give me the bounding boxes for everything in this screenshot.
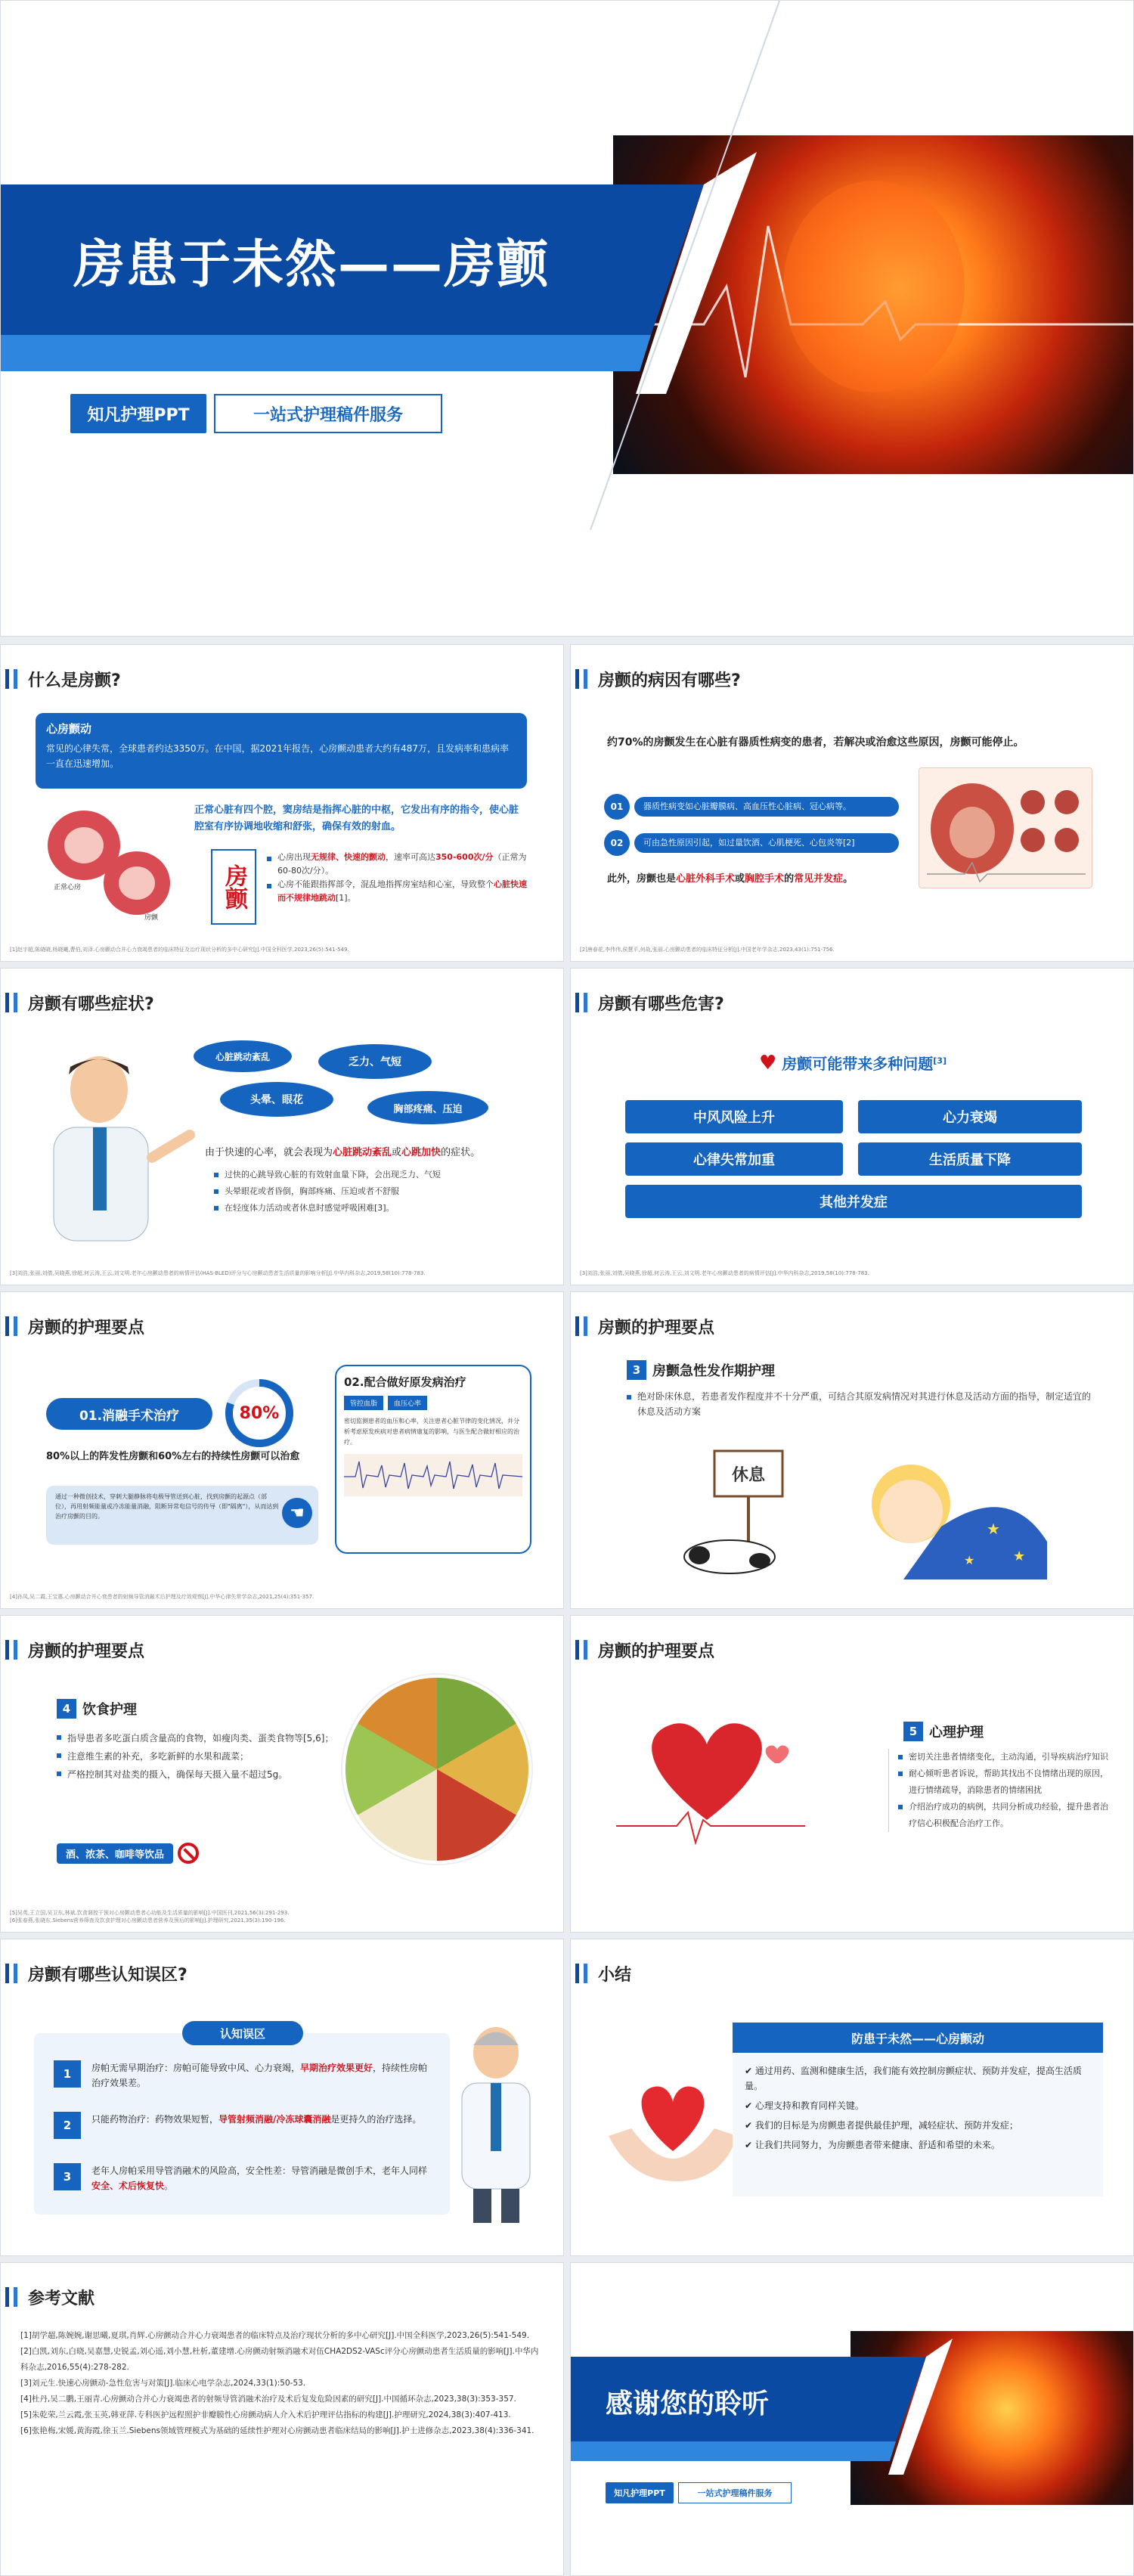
ablation-desc-box: 通过一种微创技术，穿刺大腿静脉将电极导管送到心脏，找到房颤的起源点（部位），再用射频能量或冷冻能量消融，阻断异常电信号的传导（即"隔离"），从而达到治疗房颤的目的。 ☚ xyxy=(46,1486,318,1545)
slide-title: 参考文献 xyxy=(28,2289,95,2308)
summary-banner: 防患于未然——心房颤动 xyxy=(733,2023,1103,2053)
slide-title: 什么是房颤? xyxy=(28,671,121,690)
hand-icon: ☚ xyxy=(282,1498,312,1528)
reference-note: [1]赵宇超,陈晓晓,杨晓曦,曹伯,刘泽.心房颤动合并心力衰竭患者的临床特征及治疗现状分析的多中心研究[J].中国全科医学,2023,26(5):541-549. xyxy=(10,947,349,953)
causes-lead: 约70%的房颤发生在心脏有器质性病变的患者，若解决或治愈这些原因，房颤可能停止。 xyxy=(607,736,1024,749)
reference-note-2: [6]张春燕,张晓东.Siebens营养筛查及饮食护理对心房颤动患者营养及预后的影响[J].护理研究,2021,35(3):190-196. xyxy=(10,1917,286,1923)
slide-misconceptions xyxy=(0,1939,564,2256)
harm-heart-failure: 心力衰竭 xyxy=(858,1100,1082,1133)
brand-tag: 知凡护理PPT xyxy=(606,2482,674,2503)
heart-diagram xyxy=(39,800,175,921)
acute-list xyxy=(627,1389,1095,1419)
cure-rate-text: 80%以上的阵发性房颤和60%左右的持续性房颤可以治愈 xyxy=(46,1451,300,1462)
cause-2 xyxy=(604,830,899,856)
slide-what-is-af xyxy=(0,644,564,962)
slide-summary xyxy=(570,1939,1134,2256)
heart-anatomy-image xyxy=(919,767,1092,888)
reference-item-6: [6]张艳梅,宋媛,黄海霞,徐玉兰.Siebens领域管理模式为基础的延续性护理对心房颤动患者临床结局的影响[J].护士进修杂志,2023,38(4):336-341. xyxy=(20,2426,534,2435)
af-desc-2: 心房不能跟指挥部令，混乱地指挥房室结和心室，导致整个心脏快速而不规律地跳动[1]。 xyxy=(267,878,528,905)
service-tag: 一站式护理稿件服务 xyxy=(214,394,442,433)
misconception-2: 2 只能药物治疗：药物效果短暂，导管射频消融/冷冻球囊消融是更持久的治疗选择。 xyxy=(54,2112,432,2139)
causes-bottom: 此外，房颤也是心脏外科手术或胸腔手术的常见并发症。 xyxy=(607,873,854,885)
symptom-bubble-2: 乏力、气短 xyxy=(318,1044,432,1079)
label-af: 房颤 xyxy=(144,914,159,922)
cause-2-text: 可由急性原因引起，如过量饮酒、心肌梗死、心包炎等[2] xyxy=(634,833,899,853)
psych-item-2: 耐心倾听患者诉说，帮助其找出不良情绪出现的原因，进行情绪疏导，消除患者的情绪困扰 xyxy=(898,1765,1115,1799)
harms-headline: ♥ 房颤可能带来多种问题[3] xyxy=(759,1052,947,1074)
misconception-1: 1 房帕无需早期治疗：房帕可能导致中风、心力衰竭，早期治疗效果更好，持续性房帕治疗效果差。 xyxy=(54,2060,432,2091)
reference-note: [2]唐春花,李伟伟,侯慧平,何战,张丽.心房颤动患者的临床特征分析[J].中国老年学杂志,2023,43(1):751-756. xyxy=(580,947,835,953)
rest-sign: 休息 xyxy=(731,1465,765,1485)
slide-care-psych xyxy=(570,1615,1134,1933)
reference-note: [3]刘浩,张丽,刘倩,吴晓燕,徐超,何云涛,王云,刘文明.老年心房颤动患者的病情评估[J].中华内科杂志,2019,58(10):778-783. xyxy=(580,1270,869,1276)
tag-lipid: 管控血脂 xyxy=(344,1396,383,1410)
symptom-bubble-4: 胸部疼痛、压迫 xyxy=(367,1091,488,1124)
cure-rate-ring xyxy=(222,1375,297,1451)
slide-care-ablation xyxy=(0,1291,564,1609)
sleeping-child-illustration xyxy=(858,1436,1055,1587)
af-description-list xyxy=(267,851,528,905)
card-title: 02.配合做好原发病治疗 xyxy=(344,1375,466,1389)
misconception-banner: 认知误区 xyxy=(182,2021,303,2045)
symptoms-list xyxy=(214,1167,531,1217)
avoid-drinks-tag: 酒、浓茶、咖啡等饮品 xyxy=(57,1843,199,1864)
thanks-title: 感谢您的聆听 xyxy=(606,2388,770,2419)
acute-subtitle: 3 房颤急性发作期护理 xyxy=(627,1360,775,1380)
slide-title: 房颤的护理要点 xyxy=(28,1318,145,1338)
label-normal: 正常心房 xyxy=(54,884,82,891)
harm-complications: 其他并发症 xyxy=(625,1185,1082,1218)
psych-item-3: 介绍治疗成功的病例，共同分析成功经验，提升患者治疗信心积极配合治疗工作。 xyxy=(898,1799,1115,1832)
diet-item-1: 指导患者多吃蛋白质含量高的食物，如瘦肉类、蛋类食物等[5,6]； xyxy=(57,1729,336,1747)
reference-item-2: [2]白凯,刘东,白晓,吴嘉慧,史锐孟,刘心遥,刘小慧,杜析,董建增.心房颤动射频消融术对伍CHA2DS2-VASc评分心房颤动患者生活质量的影响[J].中华内科杂志,2016,55(4):278-282. xyxy=(20,2347,539,2372)
slide-title: 房颤的护理要点 xyxy=(598,1318,715,1338)
acute-item-1: 绝对卧床休息，若患者发作程度并不十分严重，可结合其原发病情况对其进行休息及活动方面的指导，制定适宜的休息及活动方案 xyxy=(627,1389,1095,1419)
reference-item-1: [1]胡学超,陈婉婉,谢思曦,夏琪,肖辉.心房颤动合并心力衰竭患者的临床特点及治疗现状分析的多中心研究[J].中国全科医学,2023,26(5):541-549. xyxy=(20,2331,530,2340)
psych-subtitle: 5 心理护理 xyxy=(903,1722,984,1741)
rest-panda-illustration xyxy=(669,1436,805,1579)
svg-text:★: ★ xyxy=(1013,1548,1026,1564)
cover-shapes xyxy=(1,1,1134,637)
harm-arrhythmia: 心律失常加重 xyxy=(625,1142,843,1176)
step-number: 5 xyxy=(903,1722,923,1741)
reference-note-1: [5]吴英,王立国,吴卫东,林斌.饮食调控干预对心房颤动患者心功能及生活质量的影响[J].中国医刊,2021,56(3):291-293. xyxy=(10,1910,290,1916)
slide-symptoms xyxy=(0,968,564,1285)
slide-references xyxy=(0,2262,564,2576)
summary-item-1: ✔ 通过用药、监测和健康生活，我们能有效控制房颤症状、预防并发症，提高生活质量。 xyxy=(745,2066,1082,2091)
tag-bp: 血压心率 xyxy=(388,1396,427,1410)
slide-title: 房颤的病因有哪些? xyxy=(598,671,741,690)
symptom-item-3: 在轻度体力活动或者休息时感觉呼吸困难[3]。 xyxy=(214,1200,531,1217)
cause-1-text: 器质性病变如心脏瓣膜病、高血压性心脏病、冠心病等。 xyxy=(634,797,899,817)
slide-title: 小结 xyxy=(598,1965,632,1985)
reference-item-3: [3]刘元生.快速心房颤动-急性危害与对策[J].临床心电学杂志,2024,33(1):50-53. xyxy=(20,2379,306,2388)
harm-quality-of-life: 生活质量下降 xyxy=(858,1142,1082,1176)
reference-item-5: [5]朱乾荣,兰云霞,张玉英,韩亚萍.专科医护远程照护非瓣膜性心房颤动病人介入术后护理评估指标的构建[J].护理研究,2024,38(3):407-413. xyxy=(20,2410,511,2419)
slide-causes xyxy=(570,644,1134,962)
cause-1 xyxy=(604,794,899,820)
diet-item-2: 注意维生素的补充，多吃新鲜的水果和蔬菜； xyxy=(57,1747,336,1765)
slide-title: 房颤的护理要点 xyxy=(598,1641,715,1661)
no-sign-icon xyxy=(178,1843,199,1864)
step-number: 3 xyxy=(627,1360,646,1380)
slide-care-diet xyxy=(0,1615,564,1933)
service-tag: 一站式护理稿件服务 xyxy=(678,2482,792,2503)
symptom-item-1: 过快的心跳导致心脏的有效射血量下降，会出现乏力、气短 xyxy=(214,1167,531,1183)
summary-item-4: ✔ 让我们共同努力，为房颤患者带来健康、舒适和希望的未来。 xyxy=(745,2140,1000,2150)
slide-thanks xyxy=(570,2262,1134,2576)
slide-title: 房颤的护理要点 xyxy=(28,1641,145,1661)
card-text: 密切监测患者的血压和心率，关注患者心脏节律的变化情况，并分析考虑原发疾病对患者病情康复的影响，与医生配合做好相应的治疗。 xyxy=(344,1418,519,1446)
ecg-strip-icon xyxy=(344,1454,522,1496)
diet-item-3: 严格控制其对盐类的摄入，确保每天摄入量不超过5g。 xyxy=(57,1765,336,1784)
food-image xyxy=(342,1675,531,1864)
reference-list xyxy=(20,2328,542,2439)
svg-text:★: ★ xyxy=(964,1553,975,1567)
summary-item-3: ✔ 我们的目标是为房颤患者提供最佳护理，减轻症状、预防并发症； xyxy=(745,2120,1018,2131)
cover-title: 房患于未然——房颤 xyxy=(73,235,550,295)
definition-text: 常见的心律失常，全球患者约达3350万。在中国，据2021年报告，心房颤动患者大约有487万，且发病率和患病率一直在迅速增加。 xyxy=(46,743,509,769)
svg-text:★: ★ xyxy=(987,1520,1000,1538)
slide-title: 房颤有哪些危害? xyxy=(598,994,724,1014)
reference-note: [4]孙凤,吴二霞,王宝惠.心房颤动合并心衰患者的射频导管消融术后护理及疗效观察[J].中华心律失常学杂志,2021,25(4):351-357. xyxy=(10,1594,314,1600)
symptom-item-2: 头晕眼花或者昏倒，胸部疼痛、压迫或者不舒服 xyxy=(214,1183,531,1200)
symptom-bubble-3: 头晕、眼花 xyxy=(220,1082,333,1117)
normal-heart-text: 正常心脏有四个腔，窦房结是指挥心脏的中枢，它发出有序的指令，使心脏腔室有序协调地收缩和舒张，确保有效的射血。 xyxy=(194,804,519,832)
symptom-bubble-1: 心脏跳动紊乱 xyxy=(194,1040,292,1072)
definition-box xyxy=(36,713,527,789)
hands-heart-illustration xyxy=(601,2045,745,2189)
heart-icon: ♥ xyxy=(759,1052,777,1074)
symptoms-lead: 由于快速的心率，就会表现为心脏跳动紊乱或心跳加快的症状。 xyxy=(205,1147,481,1158)
heart-wave-illustration xyxy=(616,1691,805,1858)
slide-care-acute xyxy=(570,1291,1134,1609)
summary-item-2: ✔ 心理支持和教育同样关键。 xyxy=(745,2100,864,2111)
psych-list xyxy=(888,1749,1115,1832)
misconception-3: 3 老年人房帕采用导管消融术的风险高，安全性差：导管消融是微创手术，老年人同样安全、术后恢复快。 xyxy=(54,2163,432,2193)
doctor-illustration xyxy=(39,1044,205,1256)
af-big-word: 房颤 xyxy=(211,849,256,925)
reference-note: [3]刘浩,张丽,刘倩,吴晓燕,徐超,何云涛,王云,刘文明.老年心房颤动患者的病情评估(HAS-BLED)评分与心房颤动患者生活质量的影响分析[J].中华内科杂志,2019,58(10):778-783. xyxy=(10,1270,426,1276)
cover-slide xyxy=(0,0,1134,637)
definition-title: 心房颤动 xyxy=(46,722,92,736)
primary-disease-card xyxy=(335,1365,531,1554)
cause-2-num: 02 xyxy=(604,830,630,856)
cause-1-num: 01 xyxy=(604,794,630,820)
brand-tag: 知凡护理PPT xyxy=(70,394,206,433)
reference-item-4: [4]杜丹,吴二鹏,王丽青.心房颤动合并心力衰竭患者的射频导管消融术治疗及术后复发危险因素的研究[J].中国循环杂志,2023,38(3):353-357. xyxy=(20,2395,516,2404)
psych-item-1: 密切关注患者情绪变化，主动沟通，引导疾病治疗知识 xyxy=(898,1749,1115,1765)
step-number: 4 xyxy=(57,1699,76,1719)
harm-stroke: 中风风险上升 xyxy=(625,1100,843,1133)
af-desc-1: 心房出现无规律、快速的颤动，速率可高达350-600次/分（正常为60-80次/分）。 xyxy=(267,851,528,878)
cure-rate-value: 80% xyxy=(239,1403,280,1423)
diet-list xyxy=(57,1729,336,1784)
diet-subtitle: 4 饮食护理 xyxy=(57,1699,137,1719)
slide-harms xyxy=(570,968,1134,1285)
doctor-clipboard-illustration xyxy=(447,2015,545,2227)
slide-title: 房颤有哪些症状? xyxy=(28,994,154,1014)
slide-title: 房颤有哪些认知误区? xyxy=(28,1965,187,1985)
ablation-pill: 01.消融手术治疗 xyxy=(46,1398,212,1430)
summary-panel xyxy=(733,2053,1103,2196)
